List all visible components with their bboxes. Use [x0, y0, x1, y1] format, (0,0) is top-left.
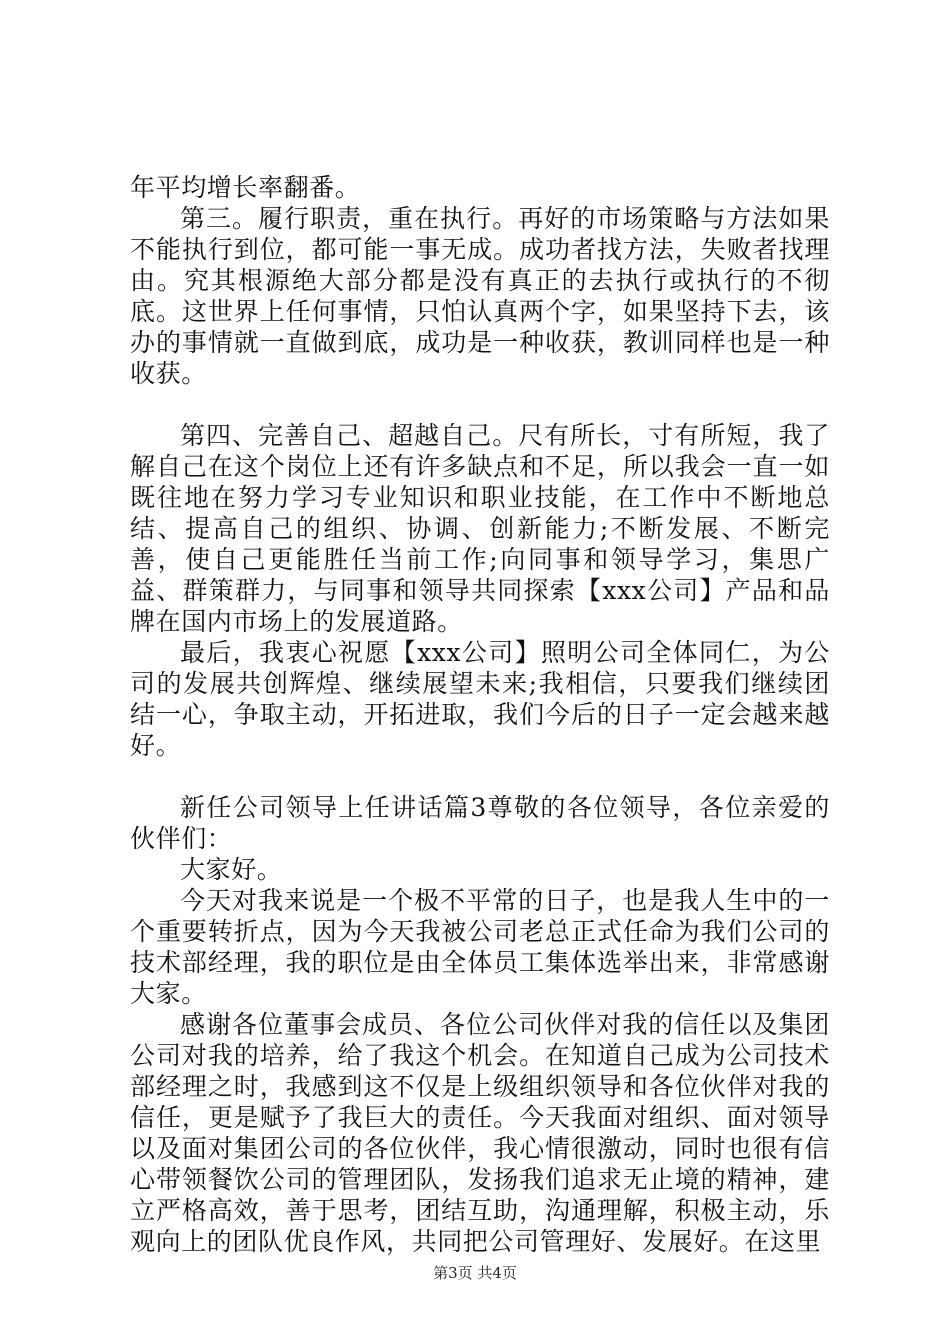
paragraph-thanks: 感谢各位董事会成员、各位公司伙伴对我的信任以及集团公司对我的培养，给了我这个机会。在知道自己成为公司技术部经理之时，我感到这不仅是上级组织领导和各位伙伴对我的信任，更是赋予了我巨大的责任。今天我面对组织、面对领导以及面对集团公司的各位伙伴，我心情很激动，同时也很有信心带领餐饮公司的管理团队，发扬我们追求无止境的精神，建立严格高效，善于思考，团结互助，沟通理解，积极主动，乐观向上的团队优良作风，共同把公司管理好、发展好。在这里: [130, 1010, 830, 1256]
paragraph-spacer: [130, 389, 830, 420]
page-number-footer: 第3页 共4页: [433, 1264, 517, 1282]
paragraph-greeting: 大家好。: [180, 855, 283, 884]
paragraph-turning-point: 今天对我来说是一个极不平常的日子，也是我人生中的一个重要转折点，因为今天我被公司老总正式任命为我们公司的技术部经理，我的职位是由全体员工集体选举出来，非常感谢大家。: [130, 886, 830, 1008]
paragraph-fourth-point: 第四、完善自己、超越自己。尺有所长，寸有所短，我了解自己在这个岗位上还有许多缺点和不足，所以我会一直一如既往地在努力学习专业知识和职业技能，在工作中不断地总结、提高自己的组织、协调、创新能力;不断发展、不断完善，使自己更能胜任当前工作;向同事和领导学习，集思广益、群策群力，与同事和领导共同探索【xxx公司】产品和品牌在国内市场上的发展道路。: [130, 421, 830, 636]
paragraph-continuation: 年平均增长率翻番。: [130, 173, 361, 202]
paragraph-closing-wish: 最后，我衷心祝愿【xxx公司】照明公司全体同仁，为公司的发展共创辉煌、继续展望未来;我相信，只要我们继续团结一心，争取主动，开拓进取，我们今后的日子一定会越来越好。: [130, 638, 830, 760]
document-body: [130, 172, 830, 1257]
paragraph-third-point: 第三。履行职责，重在执行。再好的市场策略与方法如果不能执行到位，都可能一事无成。成功者找方法，失败者找理由。究其根源绝大部分都是没有真正的去执行或执行的不彻底。这世界上任何事情，只怕认真两个字，如果坚持下去，该办的事情就一直做到底，成功是一种收获，教训同样也是一种收获。: [130, 204, 830, 388]
paragraph-spacer: [130, 761, 830, 792]
paragraph-speech-heading: 新任公司领导上任讲话篇3尊敬的各位领导，各位亲爱的伙伴们：: [130, 793, 830, 853]
